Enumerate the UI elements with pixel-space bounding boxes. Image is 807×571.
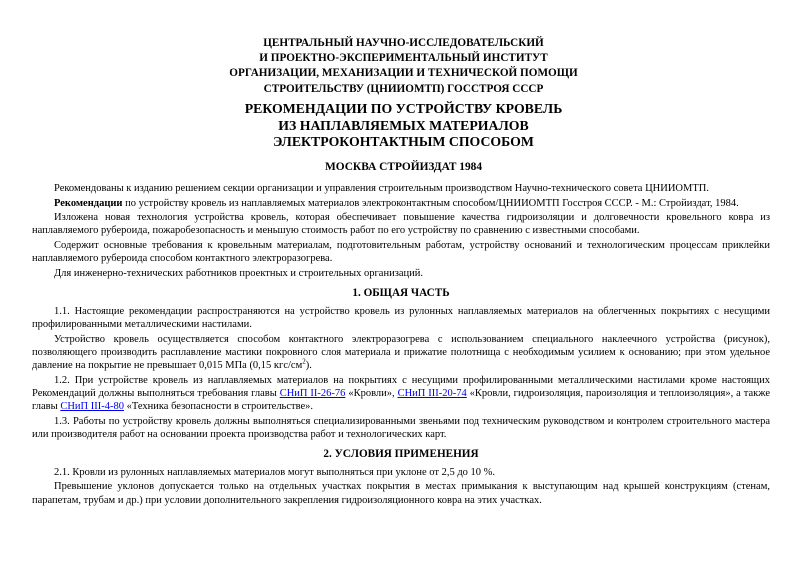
- org-line-4: СТРОИТЕЛЬСТВУ (ЦНИИОМТП) ГОССТРОЯ СССР: [263, 82, 544, 95]
- document-body: [32, 182, 770, 508]
- snip-link-ii-26-76[interactable]: СНиП II-26-76: [279, 387, 346, 399]
- paragraph: 1.3. Работы по устройству кровель должны выполняться специализированными звеньями под техническим руководством и контролем строительного мастера или производителя работ на основании проекта производства работ и технологических карт.: [32, 415, 770, 440]
- citation-text: по устройству кровель из наплавляемых материалов электроконтактным способом/ЦНИИОМТП Госстроя СССР. - М.: Стройиздат, 1984.: [122, 197, 739, 209]
- paragraph-text: ).: [305, 360, 312, 371]
- org-line-1: ЦЕНТРАЛЬНЫЙ НАУЧНО-ИССЛЕДОВАТЕЛЬСКИЙ: [263, 37, 544, 49]
- paragraph-text: «Кровли»,: [345, 387, 398, 399]
- paragraph-text: «Техника безопасности в строительстве».: [123, 400, 314, 412]
- document-title: [0, 101, 807, 151]
- publisher-imprint: МОСКВА СТРОЙИЗДАТ 1984: [324, 161, 483, 173]
- paragraph-text: Устройство кровель осуществляется способом контактного электроразогрева с использованием специального наклеечного устройства (рисунок), позволяющего производить расплавление мастики покровного слоя материала и прижатие полотнища с необходимым усилием к основанию; при этом удельное давление на покрытие не превышает 0,015 МПа (0,15 кгс/см: [32, 333, 770, 371]
- org-line-3: ОРГАНИЗАЦИИ, МЕХАНИЗАЦИИ И ТЕХНИЧЕСКОЙ ПОМОЩИ: [229, 67, 578, 80]
- title-line-3: ЭЛЕКТРОКОНТАКТНЫМ СПОСОБОМ: [273, 134, 534, 150]
- paragraph: [32, 374, 770, 413]
- paragraph-text: «Кровли, гидроизоляция, пароизоляция и теплоизоляция», а также главы: [32, 387, 771, 412]
- snip-link-iii-20-74[interactable]: СНиП III-20-74: [397, 387, 467, 399]
- bold-term: Рекомендации: [54, 197, 123, 209]
- snip-link-iii-4-80[interactable]: СНиП III-4-80: [60, 400, 124, 412]
- paragraph: 2.1. Кровли из рулонных наплавляемых материалов могут выполняться при уклоне от 2,5 до 10 %.: [54, 466, 496, 478]
- section-heading: 1. ОБЩАЯ ЧАСТЬ: [352, 287, 450, 300]
- organization-header: [0, 36, 807, 97]
- paragraph-text: 1.2. При устройстве кровель из наплавляемых материалов на покрытиях с несущими профилированными металлическими настилами кроме настоящих Рекомендаций должны выполняться требования главы: [32, 374, 770, 399]
- paragraph: Превышение уклонов допускается только на отдельных участках покрытия в местах примыкания к выступающим над крышей конструкциям (стенам, парапетам, трубам и др.) при условии дополнительного закрепления гидроизоляционного ковра на этих участках.: [32, 481, 770, 506]
- superscript: 2: [302, 357, 306, 366]
- intro-paragraph: Содержит основные требования к кровельным материалам, подготовительным работам, устройству оснований и технологическим процессам приклейки наплавляемого рубероида способом контактного электроразогрева.: [32, 240, 770, 265]
- intro-paragraph: Рекомендованы к изданию решением секции организации и управления строительным производством Научно-технического совета ЦНИИОМТП.: [54, 183, 709, 194]
- paragraph: 1.1. Настоящие рекомендации распространяются на устройство кровель из рулонных наплавляемых материалов на облегченных покрытиях с несущими профилированными металлическими настилами.: [32, 306, 770, 331]
- paragraph: [32, 333, 770, 372]
- title-line-1: РЕКОМЕНДАЦИИ ПО УСТРОЙСТВУ КРОВЕЛЬ: [244, 101, 563, 116]
- org-line-2: И ПРОЕКТНО-ЭКСПЕРИМЕНТАЛЬНЫЙ ИНСТИТУТ: [259, 52, 548, 65]
- intro-paragraph: Изложена новая технология устройства кровель, которая обеспечивает повышение качества гидроизоляции и долговечности кровельного ковра из наплавляемого рубероида, пожаробезопасность и меньшую стоимость работ по его устройству по сравнению с известными способами.: [32, 212, 770, 237]
- intro-paragraph: Для инженерно-технических работников проектных и строительных организаций.: [54, 267, 423, 279]
- title-line-2: ИЗ НАПЛАВЛЯЕМЫХ МАТЕРИАЛОВ: [278, 117, 529, 133]
- intro-paragraph: [32, 197, 770, 210]
- section-heading: 2. УСЛОВИЯ ПРИМЕНЕНИЯ: [323, 447, 479, 460]
